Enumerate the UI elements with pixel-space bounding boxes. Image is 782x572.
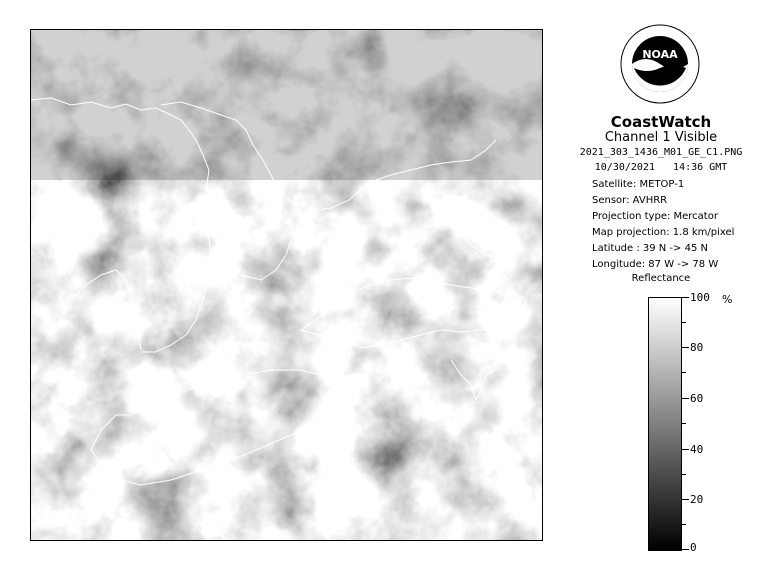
colorbar-tick bbox=[682, 549, 689, 550]
time-label: 14:36 GMT bbox=[673, 162, 728, 173]
colorbar-tick-label: 20 bbox=[690, 493, 704, 506]
channel-label: Channel 1 Visible bbox=[604, 130, 718, 145]
colorbar-tick-label: 40 bbox=[690, 443, 704, 456]
reflectance-colorbar bbox=[648, 297, 682, 551]
latitude-label: Latitude : 39 N -> 45 N bbox=[592, 243, 708, 254]
dark-upper-band bbox=[31, 30, 542, 180]
colorbar-minor-tick bbox=[682, 524, 686, 525]
satellite-image bbox=[30, 29, 543, 541]
map-projection-label: Map projection: 1.8 km/pixel bbox=[592, 227, 735, 238]
datetime-label bbox=[560, 162, 762, 173]
colorbar-minor-tick bbox=[682, 322, 686, 323]
colorbar-minor-tick bbox=[682, 423, 686, 424]
colorbar-unit: % bbox=[722, 293, 733, 306]
colorbar-minor-tick bbox=[682, 474, 686, 475]
colorbar-tick bbox=[682, 449, 689, 450]
colorbar-minor-tick bbox=[682, 372, 686, 373]
noaa-logo-icon bbox=[620, 24, 700, 104]
colorbar-tick-label: 80 bbox=[690, 341, 704, 354]
colorbar-title: Reflectance bbox=[631, 273, 691, 284]
logo-text: NOAA bbox=[642, 48, 678, 61]
colorbar-tick-label: 60 bbox=[690, 392, 704, 405]
colorbar-tick bbox=[682, 347, 689, 348]
projection-type-label: Projection type: Mercator bbox=[592, 211, 718, 222]
colorbar-tick-label: 100 bbox=[690, 291, 710, 304]
colorbar-tick bbox=[682, 398, 689, 399]
colorbar-tick bbox=[682, 297, 689, 298]
date-label: 10/30/2021 bbox=[594, 162, 655, 173]
filename-label: 2021_303_1436_M01_GE_C1.PNG bbox=[579, 147, 743, 158]
app-title: CoastWatch bbox=[610, 113, 712, 131]
longitude-label: Longitude: 87 W -> 78 W bbox=[592, 259, 719, 270]
colorbar-tick-label: 0 bbox=[690, 541, 697, 554]
satellite-label: Satellite: METOP-1 bbox=[592, 179, 685, 190]
sensor-label: Sensor: AVHRR bbox=[592, 195, 668, 206]
colorbar-tick bbox=[682, 499, 689, 500]
